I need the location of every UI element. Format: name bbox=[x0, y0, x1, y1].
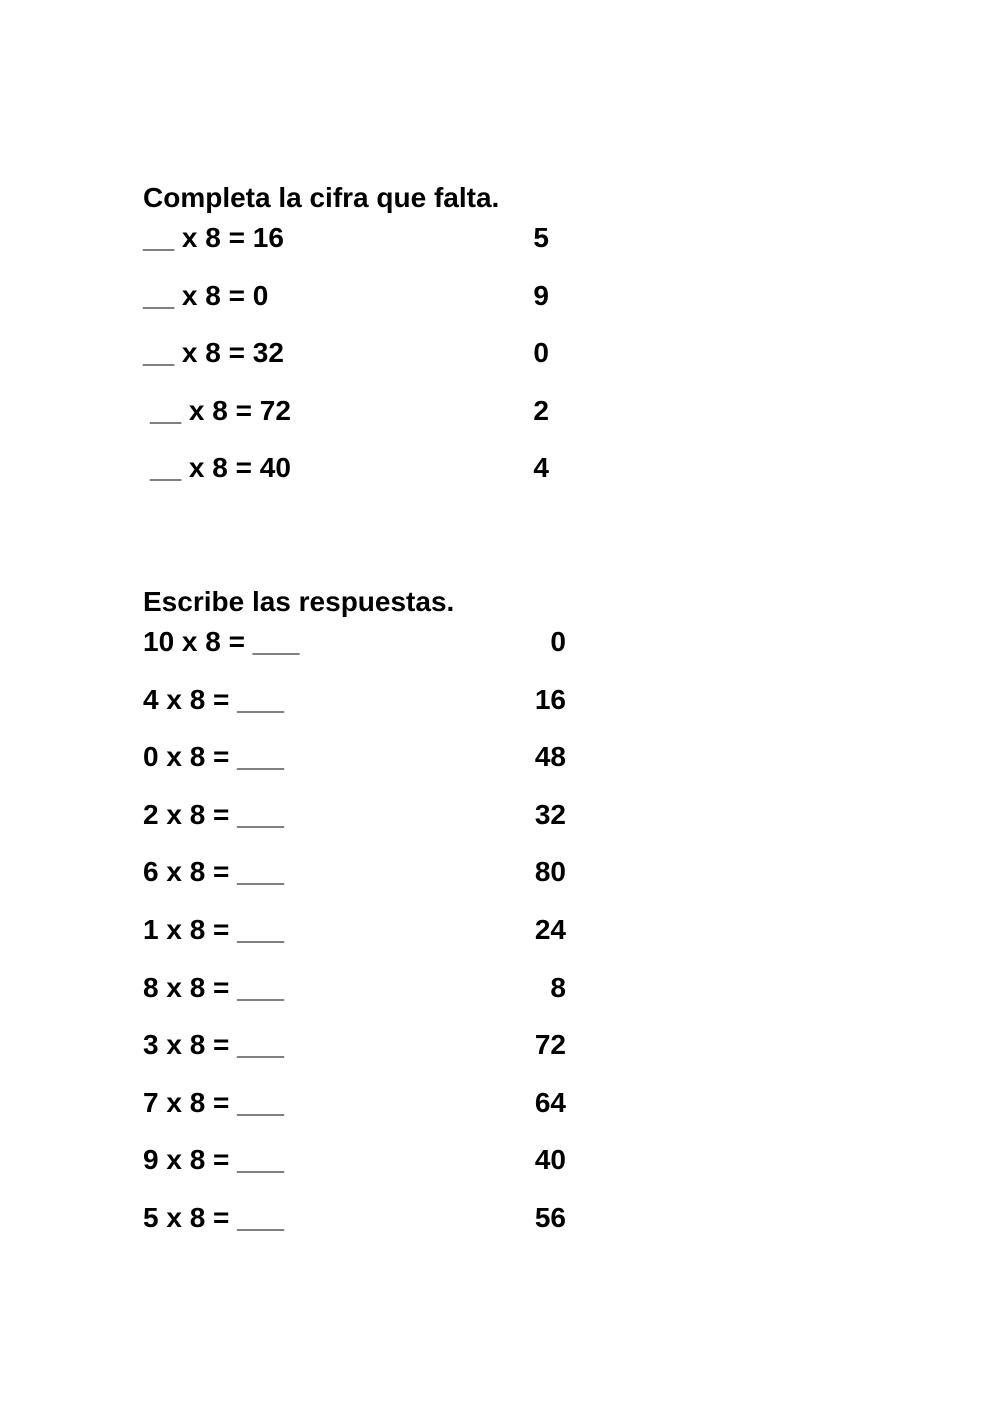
section-heading: Escribe las respuestas. bbox=[143, 586, 455, 617]
equation-text: 2 x 8 = ___ bbox=[143, 798, 284, 830]
answer-option: 24 bbox=[534, 913, 566, 945]
missing-factor-section bbox=[143, 178, 643, 506]
equation-text: __ x 8 = 32 bbox=[143, 337, 284, 369]
equation-text: 3 x 8 = ___ bbox=[143, 1029, 284, 1061]
equation-text: __ x 8 = 40 bbox=[150, 452, 291, 484]
exercise-row bbox=[143, 276, 643, 334]
answer-option: 72 bbox=[534, 1029, 566, 1061]
equation-text: 10 x 8 = ___ bbox=[143, 626, 300, 657]
exercise-row bbox=[143, 1083, 643, 1141]
equation-text: 0 x 8 = ___ bbox=[143, 741, 284, 773]
answer-option: 32 bbox=[534, 798, 566, 830]
answer-option: 48 bbox=[534, 741, 566, 773]
exercise-row bbox=[143, 737, 643, 795]
answer-option: 0 bbox=[533, 337, 549, 369]
answer-option: 2 bbox=[533, 394, 549, 426]
exercise-row bbox=[143, 622, 643, 680]
answer-option: 9 bbox=[533, 279, 549, 311]
exercise-row bbox=[143, 680, 643, 738]
exercise-row bbox=[143, 1025, 643, 1083]
answer-option: 56 bbox=[534, 1201, 566, 1233]
exercise-row bbox=[143, 1140, 643, 1198]
equation-text: 9 x 8 = ___ bbox=[143, 1144, 284, 1176]
answer-option: 16 bbox=[534, 683, 566, 715]
exercise-row bbox=[143, 968, 643, 1026]
exercise-row bbox=[143, 333, 643, 391]
exercise-row bbox=[143, 218, 643, 276]
equation-text: 1 x 8 = ___ bbox=[143, 913, 284, 945]
equation-text: __ x 8 = 0 bbox=[143, 279, 269, 311]
exercise-row bbox=[143, 795, 643, 853]
exercise-row bbox=[143, 1198, 643, 1256]
equation-text: 6 x 8 = ___ bbox=[143, 856, 284, 888]
answer-option: 4 bbox=[533, 452, 549, 484]
exercise-row bbox=[143, 852, 643, 910]
answer-option: 80 bbox=[534, 856, 566, 888]
answer-option: 40 bbox=[534, 1144, 566, 1176]
equation-text: __ x 8 = 16 bbox=[143, 222, 284, 253]
write-answers-section bbox=[143, 582, 643, 1256]
answer-option: 5 bbox=[533, 222, 549, 253]
answer-option: 64 bbox=[534, 1086, 566, 1118]
equation-text: 8 x 8 = ___ bbox=[143, 971, 284, 1003]
answer-option: 8 bbox=[550, 971, 566, 1003]
answer-option: 0 bbox=[550, 626, 566, 657]
equation-text: 7 x 8 = ___ bbox=[143, 1086, 284, 1118]
exercise-row bbox=[143, 910, 643, 968]
exercise-row bbox=[143, 448, 643, 506]
equation-text: __ x 8 = 72 bbox=[150, 394, 291, 426]
section-heading: Completa la cifra que falta. bbox=[143, 182, 500, 213]
exercise-row bbox=[143, 391, 643, 449]
equation-text: 5 x 8 = ___ bbox=[143, 1201, 284, 1233]
equation-text: 4 x 8 = ___ bbox=[143, 683, 284, 715]
